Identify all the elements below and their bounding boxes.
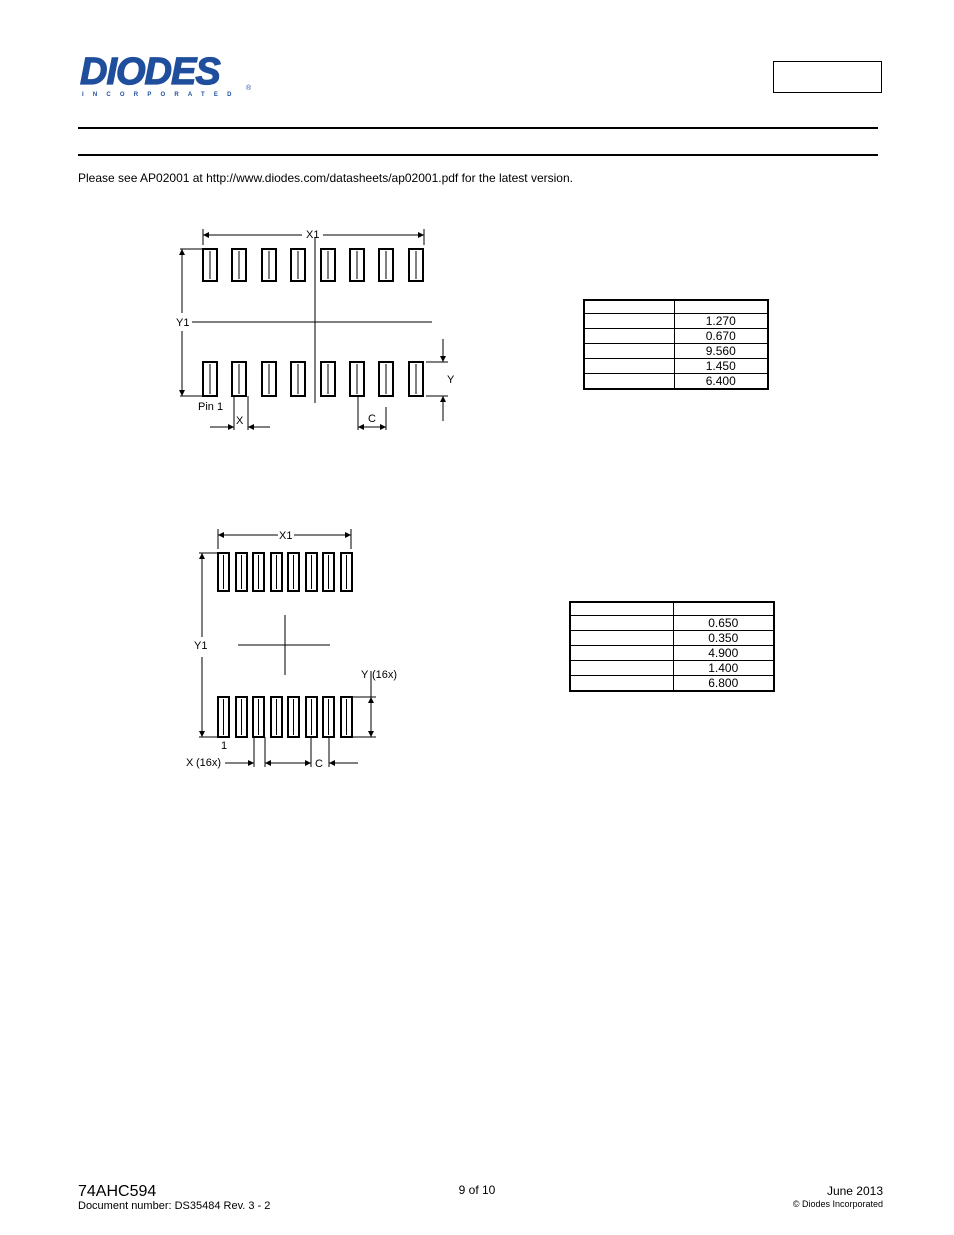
dim-c-label: C	[368, 413, 376, 425]
dim-value: 1.400	[673, 661, 774, 676]
dim-x1-label: X1	[279, 530, 293, 542]
dim-x-label: X	[186, 757, 194, 769]
dim-label	[570, 661, 673, 676]
table-header-row	[584, 300, 768, 314]
header-cell	[584, 300, 674, 314]
table-row	[570, 661, 774, 676]
dim-y-label: Y	[447, 374, 455, 386]
dim-x1-label: X1	[306, 229, 320, 241]
diodes-logo	[78, 50, 256, 100]
dim-value: 9.560	[674, 344, 768, 359]
header-rule-top	[78, 127, 878, 129]
land-pattern-diagram-2	[180, 525, 420, 775]
dim-value: 6.800	[673, 676, 774, 692]
dim-label	[570, 631, 673, 646]
pin1-label: Pin 1	[198, 401, 224, 413]
dim-y-count: (16x)	[372, 669, 398, 681]
pin1-label: 1	[221, 740, 228, 752]
dim-c-label: C	[315, 758, 323, 770]
header-cell	[570, 602, 673, 616]
dim-value: 4.900	[673, 646, 774, 661]
table-row	[584, 359, 768, 374]
dim-label	[570, 676, 673, 692]
dimensions-table-2	[569, 601, 775, 692]
table-row	[584, 374, 768, 390]
dim-value: 1.270	[674, 314, 768, 329]
dim-label	[584, 344, 674, 359]
dim-y-label: Y	[361, 669, 369, 681]
table-row	[570, 631, 774, 646]
land-pattern-diagram-1	[170, 225, 460, 435]
table-row	[584, 344, 768, 359]
footer-part-number: 74AHC594	[78, 1183, 157, 1200]
footer-page-number: 9 of 10	[458, 1183, 496, 1197]
table-row	[570, 646, 774, 661]
dim-value: 0.350	[673, 631, 774, 646]
dim-y1-label: Y1	[176, 317, 190, 329]
dim-y1-label: Y1	[194, 640, 208, 652]
table-row	[570, 676, 774, 692]
dim-value: 1.450	[674, 359, 768, 374]
header-cell	[673, 602, 774, 616]
dim-label	[584, 314, 674, 329]
dim-x-label: X	[236, 415, 244, 427]
header-rule-bottom	[78, 154, 878, 156]
table-row	[584, 314, 768, 329]
logo-subtext: INCORPORATED	[82, 92, 241, 98]
dim-value: 0.670	[674, 329, 768, 344]
dim-label	[570, 616, 673, 631]
dim-value: 6.400	[674, 374, 768, 390]
footer-copyright: © Diodes Incorporated	[792, 1199, 883, 1209]
dim-label	[584, 359, 674, 374]
layout-note: Please see AP02001 at http://www.diodes.com/datasheets/ap02001.pdf for the latest version.	[78, 171, 573, 185]
logo-wordmark: DIODES	[80, 51, 220, 93]
dim-label	[570, 646, 673, 661]
dim-label	[584, 329, 674, 344]
part-number-box	[773, 61, 882, 93]
footer-date: June 2013	[826, 1184, 883, 1198]
dim-label	[584, 374, 674, 390]
table-row	[570, 616, 774, 631]
header-cell	[674, 300, 768, 314]
dimensions-table-1	[583, 299, 769, 390]
dim-value: 0.650	[673, 616, 774, 631]
dim-x-count: (16x)	[196, 757, 222, 769]
registered-mark: ®	[246, 85, 252, 92]
footer-doc-number: Document number: DS35484 Rev. 3 - 2	[78, 1200, 271, 1212]
table-row	[584, 329, 768, 344]
table-header-row	[570, 602, 774, 616]
